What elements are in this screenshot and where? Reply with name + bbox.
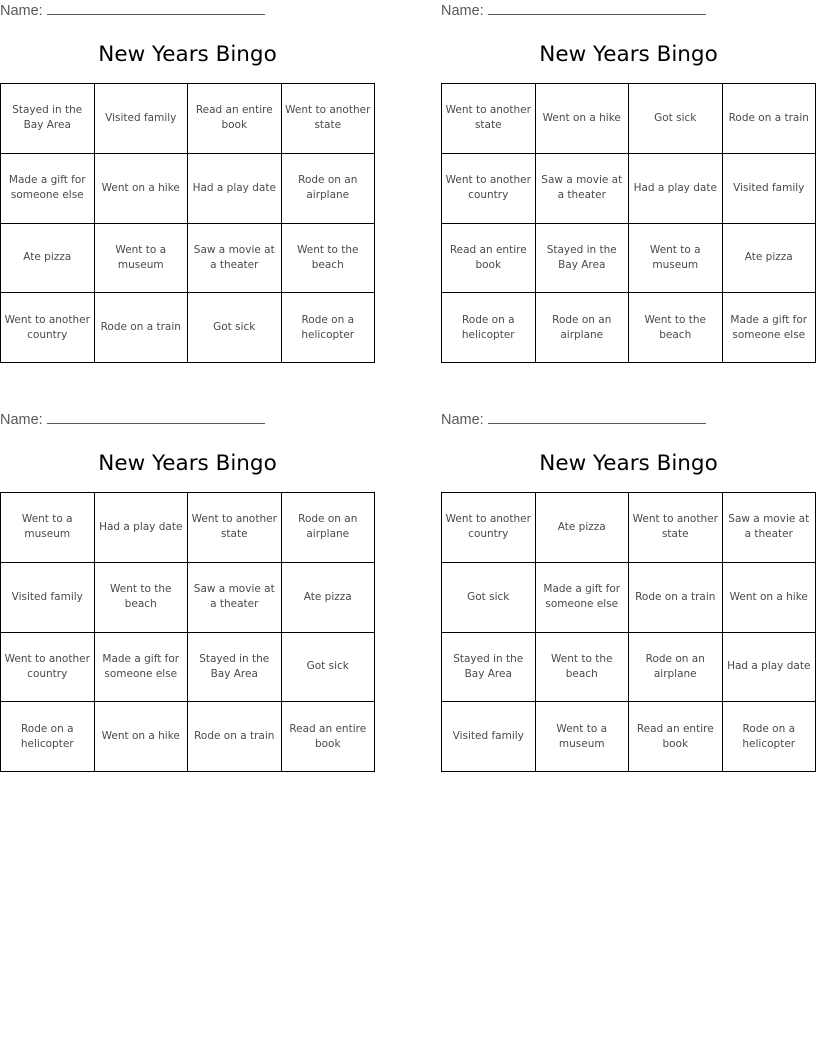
bingo-card-3 bbox=[0, 409, 375, 750]
grid-row bbox=[442, 632, 816, 702]
bingo-card-2 bbox=[441, 0, 816, 341]
bingo-card-1 bbox=[0, 0, 375, 341]
bingo-cell: Went to another country bbox=[1, 293, 95, 363]
grid-row bbox=[442, 493, 816, 563]
bingo-cell: Went on a hike bbox=[722, 562, 816, 632]
grid-row bbox=[442, 223, 816, 293]
bingo-cell: Went to the beach bbox=[629, 293, 723, 363]
grid-row bbox=[442, 293, 816, 363]
bingo-cell: Stayed in the Bay Area bbox=[442, 632, 536, 702]
bingo-cell: Stayed in the Bay Area bbox=[535, 223, 629, 293]
bingo-cell: Visited family bbox=[94, 84, 188, 154]
grid-row bbox=[442, 562, 816, 632]
bingo-grid bbox=[441, 83, 816, 363]
bingo-cell: Went on a hike bbox=[535, 84, 629, 154]
bingo-cell: Went to the beach bbox=[281, 223, 375, 293]
bingo-grid bbox=[0, 83, 375, 363]
bingo-cell: Went to a museum bbox=[629, 223, 723, 293]
grid-row bbox=[442, 84, 816, 154]
bingo-cell: Made a gift for someone else bbox=[94, 632, 188, 702]
bingo-cell: Rode on a train bbox=[629, 562, 723, 632]
grid-row bbox=[1, 562, 375, 632]
bingo-cell: Made a gift for someone else bbox=[1, 153, 95, 223]
card-title: New Years Bingo bbox=[539, 42, 718, 67]
bingo-cell: Ate pizza bbox=[535, 493, 629, 563]
name-field bbox=[0, 411, 265, 429]
bingo-grid bbox=[0, 492, 375, 772]
bingo-cell: Went on a hike bbox=[94, 153, 188, 223]
bingo-cell: Made a gift for someone else bbox=[722, 293, 816, 363]
name-blank-line bbox=[488, 2, 706, 15]
bingo-cell: Rode on an airplane bbox=[281, 153, 375, 223]
bingo-cell: Went to another country bbox=[1, 632, 95, 702]
bingo-grid bbox=[441, 492, 816, 772]
grid-row bbox=[1, 84, 375, 154]
name-field bbox=[0, 2, 265, 20]
name-label: Name: bbox=[441, 412, 484, 428]
bingo-cell: Read an entire book bbox=[629, 702, 723, 772]
bingo-cell: Saw a movie at a theater bbox=[188, 562, 282, 632]
bingo-cell: Had a play date bbox=[94, 493, 188, 563]
bingo-cell: Rode on an airplane bbox=[281, 493, 375, 563]
bingo-cell: Ate pizza bbox=[281, 562, 375, 632]
bingo-cell: Ate pizza bbox=[722, 223, 816, 293]
bingo-cell: Went to another country bbox=[442, 153, 536, 223]
name-field bbox=[441, 2, 706, 20]
bingo-cell: Visited family bbox=[722, 153, 816, 223]
bingo-cell: Got sick bbox=[629, 84, 723, 154]
bingo-cell: Rode on a helicopter bbox=[722, 702, 816, 772]
bingo-cell: Got sick bbox=[188, 293, 282, 363]
bingo-cell: Went on a hike bbox=[94, 702, 188, 772]
name-label: Name: bbox=[0, 3, 43, 19]
bingo-cell: Read an entire book bbox=[442, 223, 536, 293]
bingo-cell: Stayed in the Bay Area bbox=[1, 84, 95, 154]
grid-row bbox=[1, 293, 375, 363]
bingo-cell: Rode on a train bbox=[722, 84, 816, 154]
bingo-cell: Went to a museum bbox=[1, 493, 95, 563]
bingo-cell: Went to a museum bbox=[94, 223, 188, 293]
grid-row bbox=[1, 493, 375, 563]
name-label: Name: bbox=[0, 412, 43, 428]
bingo-cell: Had a play date bbox=[722, 632, 816, 702]
bingo-cell: Rode on an airplane bbox=[629, 632, 723, 702]
bingo-cell: Visited family bbox=[1, 562, 95, 632]
grid-row bbox=[1, 223, 375, 293]
bingo-cell: Read an entire book bbox=[281, 702, 375, 772]
bingo-cell: Rode on a helicopter bbox=[1, 702, 95, 772]
card-title: New Years Bingo bbox=[539, 451, 718, 476]
bingo-cell: Went to the beach bbox=[94, 562, 188, 632]
bingo-cell: Saw a movie at a theater bbox=[722, 493, 816, 563]
grid-row bbox=[442, 153, 816, 223]
card-title: New Years Bingo bbox=[98, 451, 277, 476]
grid-row bbox=[1, 632, 375, 702]
name-blank-line bbox=[47, 411, 265, 424]
bingo-cell: Went to a museum bbox=[535, 702, 629, 772]
grid-row bbox=[1, 153, 375, 223]
bingo-cell: Rode on a train bbox=[94, 293, 188, 363]
bingo-cell: Visited family bbox=[442, 702, 536, 772]
bingo-cell: Went to another state bbox=[281, 84, 375, 154]
bingo-cell: Got sick bbox=[442, 562, 536, 632]
bingo-cell: Rode on an airplane bbox=[535, 293, 629, 363]
name-blank-line bbox=[47, 2, 265, 15]
bingo-cell: Went to the beach bbox=[535, 632, 629, 702]
bingo-cell: Went to another country bbox=[442, 493, 536, 563]
bingo-cell: Rode on a helicopter bbox=[442, 293, 536, 363]
name-label: Name: bbox=[441, 3, 484, 19]
bingo-cell: Got sick bbox=[281, 632, 375, 702]
bingo-card-4 bbox=[441, 409, 816, 750]
bingo-cell: Went to another state bbox=[629, 493, 723, 563]
bingo-cell: Had a play date bbox=[629, 153, 723, 223]
card-title: New Years Bingo bbox=[98, 42, 277, 67]
bingo-cell: Read an entire book bbox=[188, 84, 282, 154]
grid-row bbox=[1, 702, 375, 772]
bingo-cell: Stayed in the Bay Area bbox=[188, 632, 282, 702]
name-field bbox=[441, 411, 706, 429]
bingo-cell: Rode on a train bbox=[188, 702, 282, 772]
bingo-cell: Had a play date bbox=[188, 153, 282, 223]
bingo-cell: Went to another state bbox=[188, 493, 282, 563]
bingo-cell: Saw a movie at a theater bbox=[535, 153, 629, 223]
grid-row bbox=[442, 702, 816, 772]
bingo-cell: Ate pizza bbox=[1, 223, 95, 293]
bingo-cell: Made a gift for someone else bbox=[535, 562, 629, 632]
name-blank-line bbox=[488, 411, 706, 424]
bingo-cell: Rode on a helicopter bbox=[281, 293, 375, 363]
bingo-cell: Went to another state bbox=[442, 84, 536, 154]
bingo-cell: Saw a movie at a theater bbox=[188, 223, 282, 293]
